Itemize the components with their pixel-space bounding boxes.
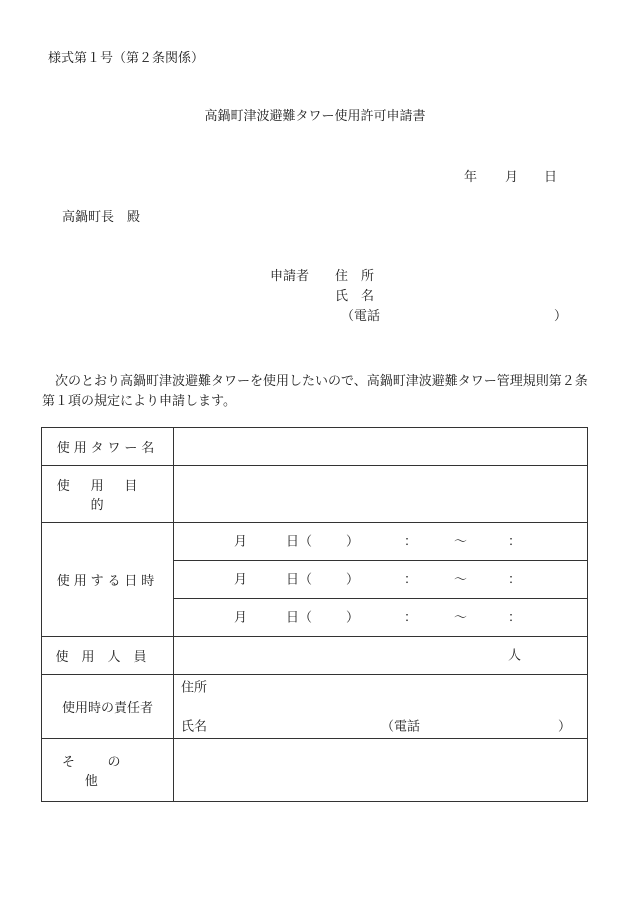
tower-name-input-cell[interactable] xyxy=(174,428,588,466)
dt1-month: 月 xyxy=(234,534,248,549)
date-day-label: 日 xyxy=(544,170,558,185)
other-label-cell xyxy=(42,739,174,802)
resp-address-label: 住所 xyxy=(181,680,208,696)
purpose-label: 使用目的 xyxy=(56,479,159,513)
table-row-responsible xyxy=(42,675,588,739)
dt1-colon-start: ： xyxy=(404,534,418,549)
other-label: その他 xyxy=(61,755,153,789)
dt2-month: 月 xyxy=(234,572,248,587)
dt1-day: 日（ xyxy=(286,534,313,549)
application-table xyxy=(41,427,588,802)
tower-name-label-cell xyxy=(42,428,174,466)
table-row-datetime-1 xyxy=(42,523,588,561)
dt2-day: 日（ xyxy=(286,572,313,587)
resp-tel-label: （電話 xyxy=(381,719,421,735)
people-unit: 人 xyxy=(508,648,522,663)
date-month-label: 月 xyxy=(505,170,519,185)
people-label-cell xyxy=(42,637,174,675)
dt3-tilde: ～ xyxy=(454,610,468,625)
purpose-input-cell[interactable] xyxy=(174,466,588,523)
table-row-tower xyxy=(42,428,588,466)
responsible-input-cell[interactable] xyxy=(174,675,588,739)
datetime-input-cell-3[interactable] xyxy=(174,599,588,637)
dt2-colon-end: ： xyxy=(508,572,522,587)
tower-name-label: 使用タワー名 xyxy=(56,441,159,456)
addressee: 高鍋町長 殿 xyxy=(62,210,141,225)
applicant-tel-label: （電話 xyxy=(341,309,381,324)
datetime-label-cell xyxy=(42,523,174,637)
dt1-paren-close: ） xyxy=(346,534,360,549)
dt1-colon-end: ： xyxy=(508,534,522,549)
applicant-name-label: 氏 名 xyxy=(335,289,375,304)
purpose-label-cell xyxy=(42,466,174,523)
dt3-colon-start: ： xyxy=(404,610,418,625)
table-row-purpose xyxy=(42,466,588,523)
table-row-other xyxy=(42,739,588,802)
form-title: 高鍋町津波避難タワー使用許可申請書 xyxy=(204,109,426,124)
dt3-colon-end: ： xyxy=(508,610,522,625)
dt2-tilde: ～ xyxy=(454,572,468,587)
applicant-label: 申請者 xyxy=(270,269,310,284)
other-input-cell[interactable] xyxy=(174,739,588,802)
dt2-paren-close: ） xyxy=(346,572,360,587)
application-body-text: 次のとおり高鍋町津波避難タワーを使用したいので、高鍋町津波避難タワー管理規則第２条第１項の規定により申請します。 xyxy=(42,374,588,409)
dt1-tilde: ～ xyxy=(454,534,468,549)
resp-tel-close: ） xyxy=(558,719,572,735)
form-number: 様式第１号（第２条関係） xyxy=(48,51,205,66)
resp-name-label: 氏名 xyxy=(181,719,208,735)
responsible-label: 使用時の責任者 xyxy=(61,701,153,716)
dt3-day: 日（ xyxy=(286,610,313,625)
datetime-label: 使用する日時 xyxy=(56,574,159,589)
dt3-paren-close: ） xyxy=(346,610,360,625)
datetime-input-cell-1[interactable] xyxy=(174,523,588,561)
date-year-label: 年 xyxy=(464,170,478,185)
applicant-address-label: 住 所 xyxy=(335,269,375,284)
table-row-people xyxy=(42,637,588,675)
people-input-cell[interactable] xyxy=(174,637,588,675)
datetime-input-cell-2[interactable] xyxy=(174,561,588,599)
people-label: 使用人員 xyxy=(55,650,160,665)
dt2-colon-start: ： xyxy=(404,572,418,587)
dt3-month: 月 xyxy=(234,610,248,625)
applicant-tel-close: ） xyxy=(554,309,568,324)
responsible-label-cell xyxy=(42,675,174,739)
